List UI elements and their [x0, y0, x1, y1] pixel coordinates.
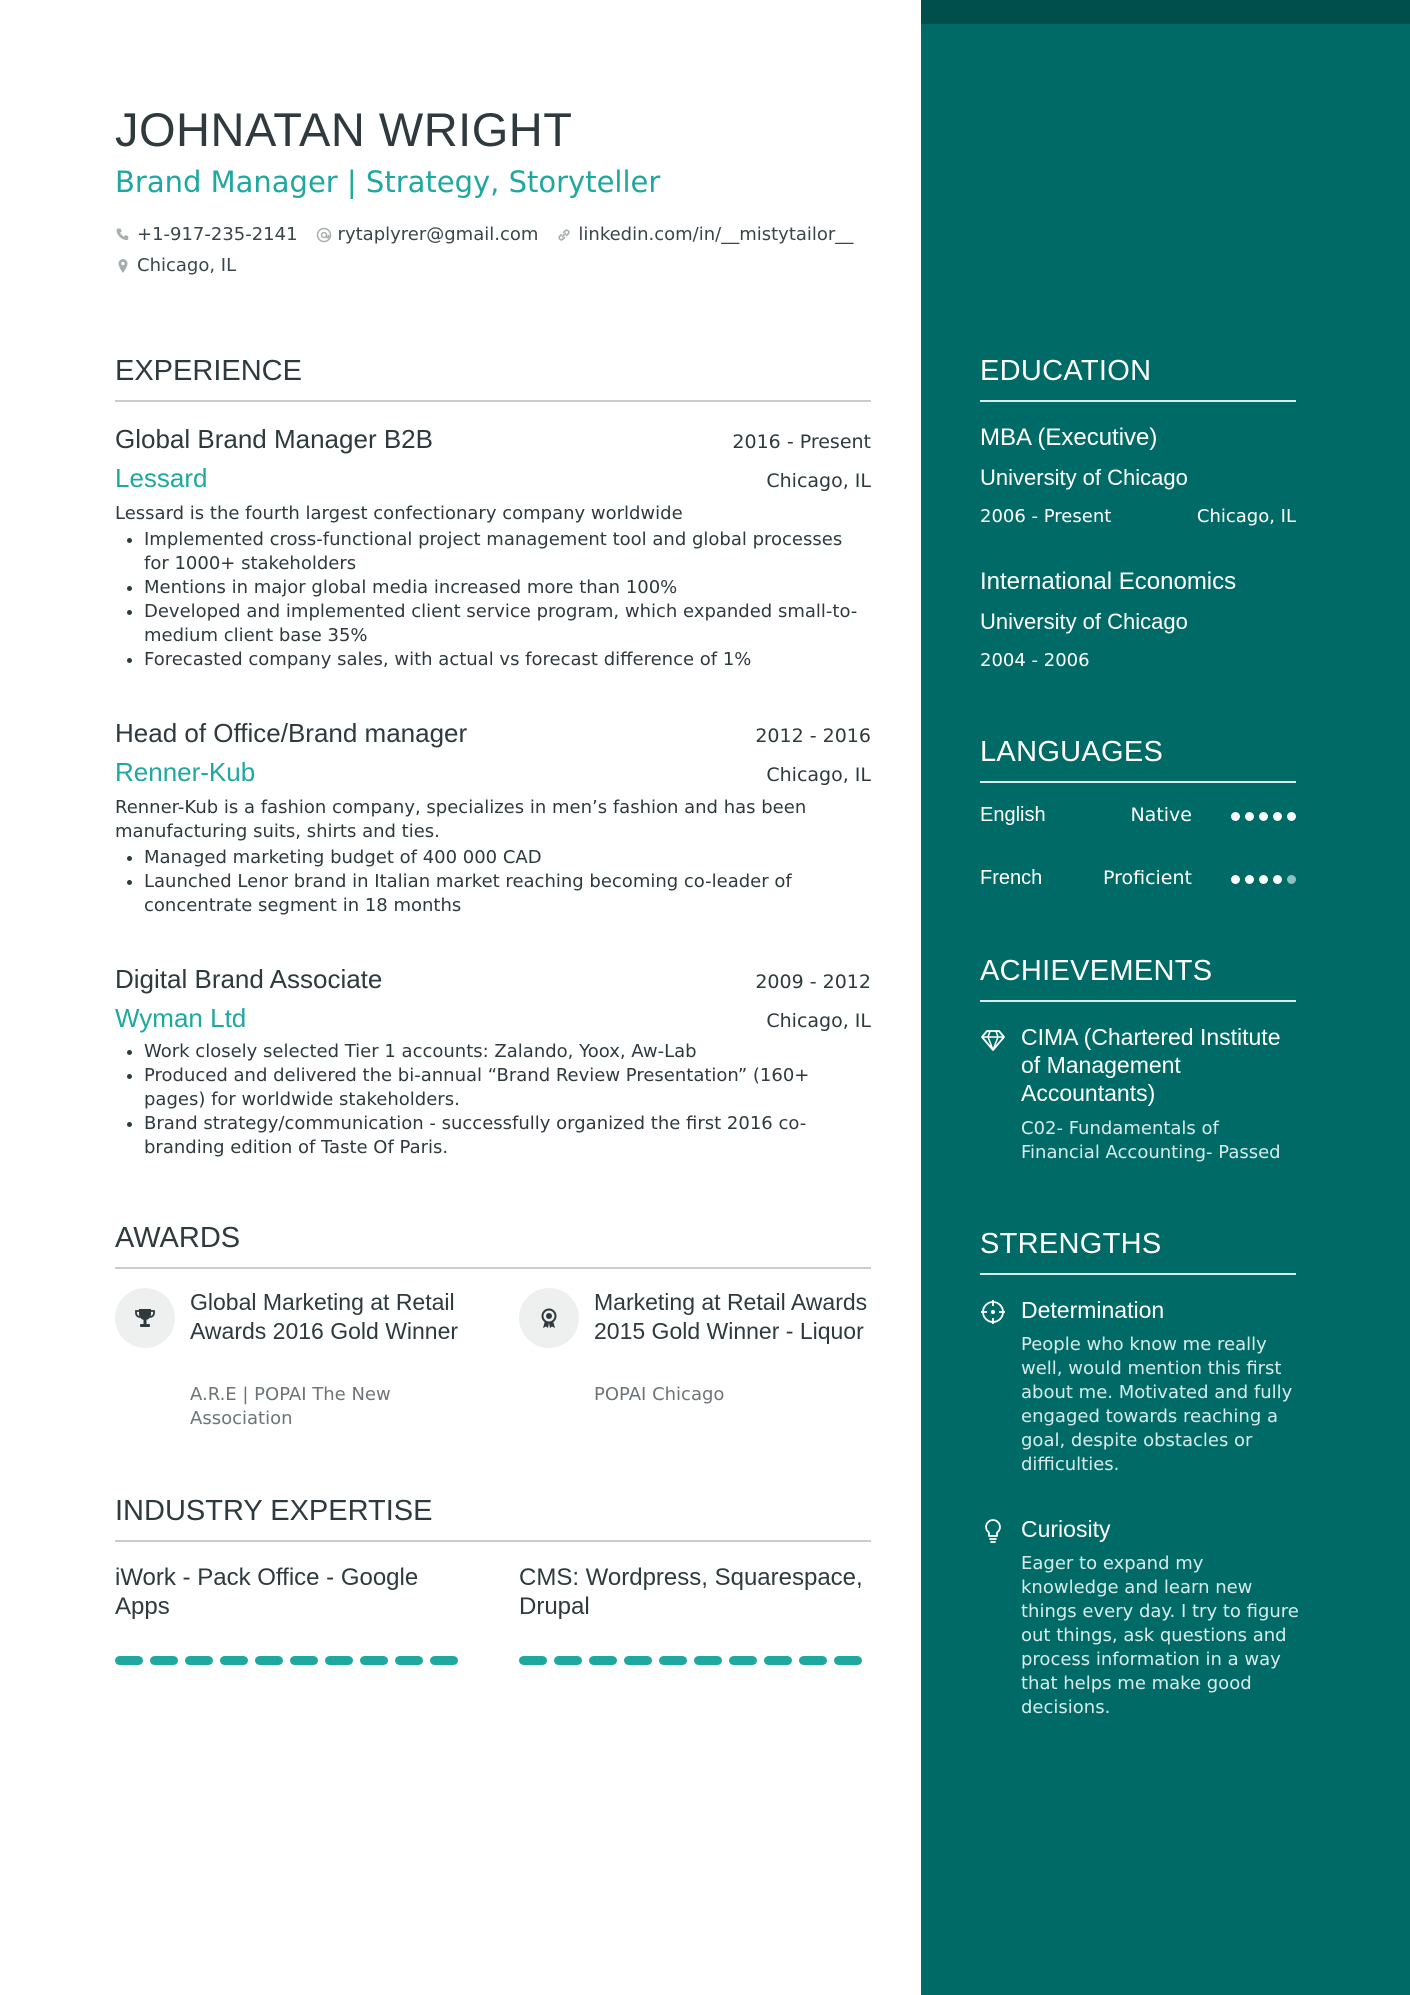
job-bullets	[115, 528, 871, 672]
phone-icon	[115, 227, 131, 243]
job-entry	[115, 424, 871, 672]
strengths-heading: STRENGTHS	[980, 1228, 1296, 1275]
job-entry	[115, 718, 871, 918]
map-pin-icon	[115, 258, 131, 274]
job-company: Lessard	[115, 463, 208, 493]
skill-item	[519, 1563, 869, 1673]
job-date: 2016 - Present	[732, 431, 871, 453]
location-contact	[115, 255, 236, 276]
phone-text: +1-917-235-2141	[137, 224, 298, 245]
skill-level-segment	[729, 1656, 757, 1665]
language-name: English	[980, 804, 1046, 826]
job-date: 2009 - 2012	[755, 971, 871, 993]
language-dots	[1231, 875, 1296, 884]
language-dot	[1231, 875, 1240, 884]
language-dot	[1231, 812, 1240, 821]
education-degree: International Economics	[980, 568, 1237, 595]
job-company: Renner-Kub	[115, 757, 256, 787]
language-row	[980, 804, 1296, 834]
skill-level-segment	[519, 1656, 547, 1665]
language-dot	[1273, 875, 1282, 884]
location-row	[115, 255, 236, 276]
achievements-heading: ACHIEVEMENTS	[980, 955, 1296, 1002]
skill-level-segment	[589, 1656, 617, 1665]
skill-level-segment	[764, 1656, 792, 1665]
skill-level-bar	[519, 1656, 862, 1665]
job-title: Head of Office/Brand manager	[115, 718, 468, 748]
job-bullet: • Implemented cross-functional project management tool and global processes for 1000+ stakeholders	[144, 528, 871, 576]
education-location: Chicago, IL	[1196, 506, 1296, 527]
skill-level-bar	[115, 1656, 458, 1665]
language-dot	[1287, 812, 1296, 821]
language-dot	[1259, 875, 1268, 884]
skill-level-segment	[694, 1656, 722, 1665]
linkedin-text: linkedin.com/in/__mistytailor__	[578, 224, 854, 245]
achievement-title: CIMA (Chartered Institute of Management Accountants)	[1021, 1024, 1281, 1106]
language-dot	[1245, 875, 1254, 884]
job-bullet: • Launched Lenor brand in Italian market reaching becoming co-leader of concentrate segment in 18 months	[144, 870, 871, 918]
skill-level-segment	[290, 1656, 318, 1665]
award-title: Marketing at Retail Awards 2015 Gold Winner - Liquor	[594, 1289, 868, 1344]
award-badge	[115, 1288, 175, 1348]
job-bullets	[115, 846, 871, 918]
phone-contact[interactable]	[115, 224, 298, 245]
education-date: 2004 - 2006	[980, 650, 1090, 671]
job-location: Chicago, IL	[766, 764, 871, 786]
job-bullet: • Forecasted company sales, with actual vs forecast difference of 1%	[144, 648, 871, 672]
sidebar	[921, 0, 1410, 1995]
awards-heading: AWARDS	[115, 1222, 871, 1269]
award-subtitle: A.R.E | POPAI The New Association	[190, 1384, 391, 1429]
lightbulb-icon	[980, 1518, 1006, 1544]
skill-level-segment	[255, 1656, 283, 1665]
skill-level-segment	[150, 1656, 178, 1665]
job-entry	[115, 964, 871, 1160]
medal-icon	[537, 1306, 561, 1330]
languages-heading: LANGUAGES	[980, 736, 1296, 783]
education-school: University of Chicago	[980, 465, 1188, 490]
email-text: rytaplyrer@gmail.com	[337, 224, 539, 245]
link-icon	[556, 227, 572, 243]
language-level: Proficient	[1102, 867, 1192, 889]
location-text: Chicago, IL	[137, 255, 237, 276]
language-dot	[1273, 812, 1282, 821]
job-description: Renner-Kub is a fashion company, specializes in men’s fashion and has been manufacturing suits, shirts and ties.	[115, 797, 807, 842]
skill-level-segment	[115, 1656, 143, 1665]
linkedin-contact[interactable]	[556, 224, 853, 245]
job-bullet: • Mentions in major global media increased more than 100%	[144, 576, 871, 600]
job-company: Wyman Ltd	[115, 1003, 247, 1033]
job-bullets	[115, 1040, 871, 1160]
language-row	[980, 867, 1296, 897]
strength-title: Curiosity	[1021, 1516, 1111, 1542]
skill-level-segment	[185, 1656, 213, 1665]
skill-level-segment	[325, 1656, 353, 1665]
skill-item	[115, 1563, 465, 1673]
award-title: Global Marketing at Retail Awards 2016 Gold Winner	[190, 1289, 459, 1344]
strength-title: Determination	[1021, 1297, 1165, 1323]
skill-level-segment	[554, 1656, 582, 1665]
experience-heading: EXPERIENCE	[115, 355, 871, 402]
language-dot	[1245, 812, 1254, 821]
education-heading: EDUCATION	[980, 355, 1296, 402]
at-icon	[316, 227, 332, 243]
candidate-role: Brand Manager | Strategy, Storyteller	[115, 165, 661, 199]
skill-name: CMS: Wordpress, Squarespace, Drupal	[519, 1564, 863, 1620]
job-bullet: • Produced and delivered the bi-annual “Brand Review Presentation” (160+ pages) for worldwide stakeholders.	[144, 1064, 871, 1112]
education-meta	[980, 506, 1296, 527]
target-icon	[980, 1299, 1006, 1325]
language-dot	[1259, 812, 1268, 821]
email-contact[interactable]	[316, 224, 539, 245]
skill-name: iWork - Pack Office - Google Apps	[115, 1564, 419, 1620]
diamond-icon	[980, 1027, 1006, 1053]
candidate-name: JOHNATAN WRIGHT	[115, 103, 573, 156]
language-level: Native	[1130, 804, 1192, 826]
skill-level-segment	[360, 1656, 388, 1665]
skill-level-segment	[799, 1656, 827, 1665]
award-subtitle: POPAI Chicago	[594, 1384, 725, 1405]
award-item	[519, 1288, 889, 1438]
expertise-heading: INDUSTRY EXPERTISE	[115, 1495, 871, 1542]
education-date: 2006 - Present	[980, 506, 1112, 527]
education-school: University of Chicago	[980, 609, 1188, 634]
job-date: 2012 - 2016	[755, 725, 871, 747]
strength-text: People who know me really well, would mention this first about me. Motivated and fully engaged towards reaching a goal, despite obstacles or difficulties.	[1021, 1334, 1293, 1475]
skill-level-segment	[430, 1656, 458, 1665]
trophy-icon	[133, 1306, 157, 1330]
achievement-text: C02- Fundamentals of Financial Accounting- Passed	[1021, 1118, 1281, 1163]
job-title: Global Brand Manager B2B	[115, 424, 433, 454]
language-dots	[1231, 812, 1296, 821]
job-title: Digital Brand Associate	[115, 964, 383, 994]
education-degree: MBA (Executive)	[980, 424, 1158, 451]
sidebar-top-band	[921, 0, 1410, 24]
job-bullet: • Managed marketing budget of 400 000 CAD	[144, 846, 871, 870]
skill-level-segment	[395, 1656, 423, 1665]
award-item	[115, 1288, 485, 1438]
language-name: French	[980, 867, 1043, 889]
job-description: Lessard is the fourth largest confectionary company worldwide	[115, 503, 683, 524]
skill-level-segment	[624, 1656, 652, 1665]
job-bullet: • Brand strategy/communication - successfully organized the first 2016 co-branding edition of Taste Of Paris.	[144, 1112, 871, 1160]
education-meta	[980, 650, 1296, 671]
job-bullet: • Work closely selected Tier 1 accounts: Zalando, Yoox, Aw-Lab	[144, 1040, 871, 1064]
award-badge	[519, 1288, 579, 1348]
contact-info	[115, 224, 853, 245]
language-dot	[1287, 875, 1296, 884]
strength-text: Eager to expand my knowledge and learn new things every day. I try to figure out things, ask questions and process information in a way that helps me make good decisions.	[1021, 1553, 1299, 1718]
job-location: Chicago, IL	[766, 470, 871, 492]
skill-level-segment	[834, 1656, 862, 1665]
job-location: Chicago, IL	[766, 1010, 871, 1032]
skill-level-segment	[659, 1656, 687, 1665]
job-bullet: • Developed and implemented client service program, which expanded small-to-medium client base 35%	[144, 600, 871, 648]
skill-level-segment	[220, 1656, 248, 1665]
